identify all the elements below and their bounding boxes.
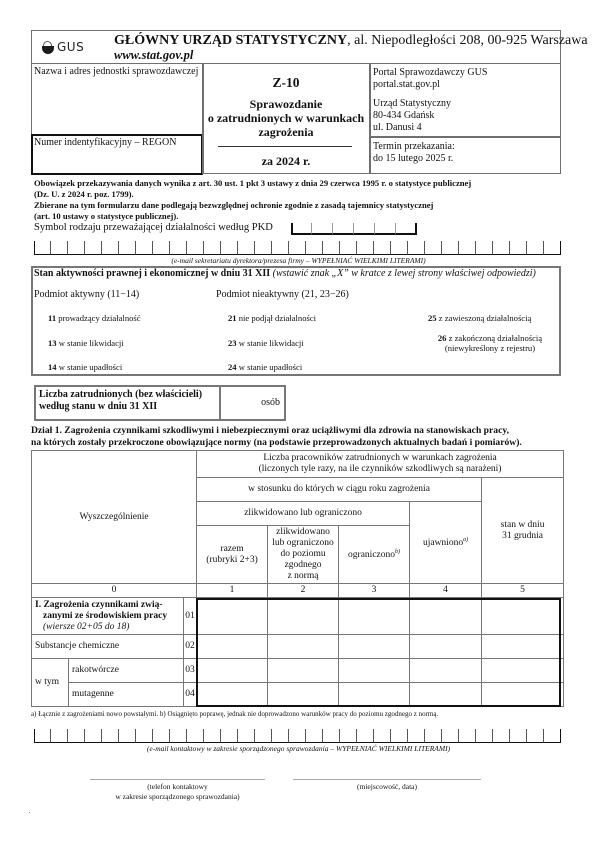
col-header-4 xyxy=(410,502,482,584)
option-26[interactable] xyxy=(420,333,560,353)
contact-email-caption: (e-mail kontaktowy w zakresie sporządzonego sprawozdania – WYPEŁNIAĆ WIELKIMI LITERAMI) xyxy=(146,744,451,753)
office-line: 80-434 Gdańsk xyxy=(373,110,435,121)
email-char-cell[interactable] xyxy=(153,729,170,743)
header-line: 31 grudnia xyxy=(502,530,543,541)
col-number-4: 4 xyxy=(410,584,482,598)
divider xyxy=(370,136,561,138)
form-title-line: Sprawozdanie xyxy=(249,97,323,111)
email-char-cell[interactable] xyxy=(323,729,340,743)
option-13[interactable] xyxy=(48,338,124,348)
col-number-0: 0 xyxy=(32,584,197,598)
legal-line: (Dz. U. z 2024 r. poz. 1799). xyxy=(34,189,134,199)
row-label: mutagenne xyxy=(69,683,184,707)
option-code: 21 xyxy=(228,313,237,323)
legal-line: Zbierane na tym formularzu dane podlegają bezwzględnej ochronie zgodnie z zasadą tajemnicy statystycznej xyxy=(34,200,434,210)
table-row xyxy=(32,598,564,635)
activity-instruction: (wstawić znak „X” w kratce z lewej strony właściwej odpowiedzi) xyxy=(270,268,536,279)
phone-caption xyxy=(90,782,265,802)
col-header-5 xyxy=(482,478,564,584)
name-address-label: Nazwa i adres jednostki sprawozdawczej xyxy=(34,66,199,77)
employees-label-line: według stanu w dniu 31 XII xyxy=(39,401,158,412)
col-number-5: 5 xyxy=(482,584,564,598)
phone-line[interactable] xyxy=(90,779,265,780)
cell-input[interactable] xyxy=(197,635,268,659)
email-char-cell[interactable] xyxy=(493,729,510,743)
option-code: 11 xyxy=(48,313,57,323)
pkd-cell[interactable] xyxy=(312,223,333,235)
director-email-input[interactable] xyxy=(34,241,561,255)
email-char-cell[interactable] xyxy=(85,729,102,743)
pkd-input[interactable] xyxy=(291,223,417,236)
header-line: lub ograniczono xyxy=(272,538,334,548)
office-info xyxy=(373,98,451,134)
option-text: prowadzący działalność xyxy=(56,313,141,323)
pkd-cell[interactable] xyxy=(396,223,417,235)
cell-input[interactable] xyxy=(410,659,482,683)
place-date-caption: (miejscowość, data) xyxy=(357,782,417,791)
section1-title xyxy=(31,425,522,449)
portal-url[interactable]: portal.stat.gov.pl xyxy=(373,79,440,90)
pkd-cell[interactable] xyxy=(333,223,354,235)
email-char-cell[interactable] xyxy=(374,729,391,743)
email-char-cell[interactable] xyxy=(289,729,306,743)
legal-notice xyxy=(34,178,471,222)
option-text: w stanie upadłości xyxy=(236,362,303,372)
email-char-cell[interactable] xyxy=(442,241,459,255)
cell-input[interactable] xyxy=(197,659,268,683)
form-title-line: zagrożenia xyxy=(258,125,314,139)
page-mark xyxy=(29,812,30,813)
deadline-info xyxy=(373,141,455,165)
form-title xyxy=(203,97,369,139)
email-char-cell[interactable] xyxy=(272,241,289,255)
office-line: Urząd Statystyczny xyxy=(373,98,452,109)
contact-email-input[interactable] xyxy=(34,729,561,743)
row-label: rakotwórcze xyxy=(69,659,184,683)
table-row xyxy=(32,683,564,707)
cell-input[interactable] xyxy=(410,635,482,659)
option-24[interactable] xyxy=(228,362,302,372)
email-char-cell[interactable] xyxy=(170,241,187,255)
email-char-cell[interactable] xyxy=(459,241,476,255)
email-char-cell[interactable] xyxy=(408,241,425,255)
cell-input[interactable] xyxy=(482,598,564,635)
header-during-year: w stosunku do których w ciągu roku zagrożenia xyxy=(197,478,482,502)
email-char-cell[interactable] xyxy=(238,241,255,255)
portal-name: Portal Sprawozdawczy GUS xyxy=(373,67,488,78)
email-char-cell[interactable] xyxy=(187,729,204,743)
email-char-cell[interactable] xyxy=(255,241,272,255)
col-number-2: 2 xyxy=(268,584,339,598)
form-code: Z-10 xyxy=(272,75,300,90)
row-label-line: zanymi ze środowiskiem pracy xyxy=(43,610,168,621)
cell-input[interactable] xyxy=(268,598,339,635)
pkd-cell[interactable] xyxy=(291,223,312,235)
email-char-cell[interactable] xyxy=(187,241,204,255)
deadline-value: do 15 lutego 2025 r. xyxy=(373,153,454,164)
portal-info xyxy=(373,67,487,91)
email-char-cell[interactable] xyxy=(119,729,136,743)
cell-input[interactable] xyxy=(410,598,482,635)
footnote-ref: a) xyxy=(463,537,469,544)
form-period: za 2024 r. xyxy=(261,154,311,168)
header-line: (rubryki 2+3) xyxy=(206,554,258,565)
gus-logo-icon xyxy=(42,41,54,54)
email-char-cell[interactable] xyxy=(306,729,323,743)
email-char-cell[interactable] xyxy=(510,241,527,255)
inactive-entity-label: Podmiot nieaktywny (21, 23−26) xyxy=(216,289,349,300)
email-char-cell[interactable] xyxy=(136,241,153,255)
option-code: 24 xyxy=(228,362,237,372)
email-char-cell[interactable] xyxy=(544,241,561,255)
email-char-cell[interactable] xyxy=(51,241,68,255)
org-website: www.stat.gov.pl xyxy=(114,48,194,62)
option-text: w stanie upadłości xyxy=(56,362,123,372)
email-char-cell[interactable] xyxy=(391,729,408,743)
option-14[interactable] xyxy=(48,362,122,372)
cell-input[interactable] xyxy=(339,659,410,683)
divider xyxy=(369,64,371,174)
pkd-label: Symbol rodzaju przeważającej działalności według PKD xyxy=(34,222,273,233)
director-email-caption: (e-mail sekretariatu dyrektora/prezesa firmy – WYPEŁNIAĆ WIELKIMI LITERAMI) xyxy=(171,256,426,265)
col-header-2 xyxy=(268,526,339,584)
header-eliminated: zlikwidowano lub ograniczono xyxy=(197,502,410,526)
email-char-cell[interactable] xyxy=(425,241,442,255)
activity-title xyxy=(34,268,536,279)
email-char-cell[interactable] xyxy=(357,729,374,743)
email-char-cell[interactable] xyxy=(119,241,136,255)
place-date-line[interactable] xyxy=(293,779,481,780)
employees-label-line: Liczba zatrudnionych (bez właścicieli) xyxy=(39,389,203,400)
option-text: w stanie likwidacji xyxy=(56,338,124,348)
logo-text: GUS xyxy=(57,40,85,54)
email-char-cell[interactable] xyxy=(527,729,544,743)
cell-input[interactable] xyxy=(410,683,482,707)
header-line: Liczba pracowników zatrudnionych w warunkach zagrożenia xyxy=(263,453,497,463)
table-footnotes: a) Łącznie z zagrożeniami nowo powstałymi. b) Osiągnięto poprawę, jednak nie doprowadzono warunków pracy do poziomu zgodnego z normą. xyxy=(31,710,439,718)
email-char-cell[interactable] xyxy=(476,241,493,255)
row-label xyxy=(32,598,184,635)
col-header-1 xyxy=(197,526,268,584)
option-11[interactable] xyxy=(48,313,141,323)
col-number-3: 3 xyxy=(339,584,410,598)
header-workers-count xyxy=(197,451,564,478)
header-line: zgodnego xyxy=(284,560,322,570)
regon-label: Numer indentyfikacyjny – REGON xyxy=(34,137,177,148)
email-char-cell[interactable] xyxy=(391,241,408,255)
email-char-cell[interactable] xyxy=(221,729,238,743)
cell-input[interactable] xyxy=(339,598,410,635)
email-char-cell[interactable] xyxy=(493,241,510,255)
option-code: 23 xyxy=(228,338,237,348)
email-char-cell[interactable] xyxy=(102,241,119,255)
cell-input[interactable] xyxy=(339,683,410,707)
email-char-cell[interactable] xyxy=(221,241,238,255)
org-address: , al. Niepodległości 208, 00-925 Warszawa xyxy=(347,33,588,48)
table-row xyxy=(32,659,564,683)
header-line: stan w dniu xyxy=(500,519,545,530)
cell-input[interactable] xyxy=(197,683,268,707)
cell-input[interactable] xyxy=(268,683,339,707)
email-char-cell[interactable] xyxy=(476,729,493,743)
email-char-cell[interactable] xyxy=(340,729,357,743)
header-line: z normą xyxy=(287,571,319,581)
cell-input[interactable] xyxy=(197,598,268,635)
row-number: 01 xyxy=(184,598,197,635)
header-line: (liczonych tyle razy, na ile czynników szkodliwych są narażeni) xyxy=(258,464,502,474)
col-header-description: Wyszczególnienie xyxy=(32,451,197,584)
caption-line: w zakresie sporządzonego sprawozdania) xyxy=(115,792,240,801)
row-number: 04 xyxy=(184,683,197,707)
row-group-label: w tym xyxy=(32,659,69,707)
email-char-cell[interactable] xyxy=(527,241,544,255)
row-number: 03 xyxy=(184,659,197,683)
option-25[interactable] xyxy=(428,313,531,323)
option-text: z zakończoną działalnością xyxy=(446,333,543,343)
option-code: 13 xyxy=(48,338,57,348)
caption-line: (telefon kontaktowy xyxy=(147,782,208,791)
email-char-cell[interactable] xyxy=(204,729,221,743)
cell-input[interactable] xyxy=(482,683,564,707)
col-header-3 xyxy=(339,526,410,584)
footnote-ref: b) xyxy=(395,549,400,556)
email-char-cell[interactable] xyxy=(340,241,357,255)
section1-title-line: Dział 1. Zagrożenia czynnikami szkodliwymi i niebezpiecznymi oraz uciążliwymi dla zdrowia na stanowiskach pracy, xyxy=(31,425,509,436)
gus-logo xyxy=(42,37,94,57)
email-char-cell[interactable] xyxy=(255,729,272,743)
row-number: 02 xyxy=(184,635,197,659)
activity-title-text: Stan aktywności prawnej i ekonomicznej w dniu 31 XII xyxy=(34,268,271,279)
option-23[interactable] xyxy=(228,338,304,348)
email-char-cell[interactable] xyxy=(289,241,306,255)
email-char-cell[interactable] xyxy=(306,241,323,255)
option-text: w stanie likwidacji xyxy=(236,338,304,348)
email-char-cell[interactable] xyxy=(85,241,102,255)
legal-line: Obowiązek przekazywania danych wynika z art. 30 ust. 1 pkt 3 ustawy z dnia 29 czerwca 1995 r. o statystyce publicznej xyxy=(34,178,472,188)
header-text: ujawniono xyxy=(422,538,464,549)
employees-unit: osób xyxy=(261,397,280,408)
pkd-cell[interactable] xyxy=(375,223,396,235)
option-note: (niewykreślony z rejestru) xyxy=(444,343,536,353)
option-code: 25 xyxy=(428,313,437,323)
option-code: 26 xyxy=(437,333,447,343)
col-number-1: 1 xyxy=(197,584,268,598)
email-char-cell[interactable] xyxy=(102,729,119,743)
email-char-cell[interactable] xyxy=(238,729,255,743)
org-title xyxy=(114,33,588,49)
email-char-cell[interactable] xyxy=(170,729,187,743)
option-text: z zawieszoną działalnością xyxy=(436,313,532,323)
email-char-cell[interactable] xyxy=(323,241,340,255)
email-char-cell[interactable] xyxy=(510,729,527,743)
cell-input[interactable] xyxy=(268,659,339,683)
email-char-cell[interactable] xyxy=(204,241,221,255)
header-line: do poziomu xyxy=(280,549,326,559)
header-text: ograniczono xyxy=(348,550,395,561)
row-label-line: I. Zagrożenia czynnikami zwią- xyxy=(35,599,163,610)
option-text: nie podjął działalności xyxy=(236,313,317,323)
header-line: razem xyxy=(220,543,244,554)
email-char-cell[interactable] xyxy=(272,729,289,743)
employees-label xyxy=(39,389,202,413)
office-line: ul. Danusi 4 xyxy=(373,122,422,133)
active-entity-label: Podmiot aktywny (11−14) xyxy=(34,289,140,300)
org-name: GŁÓWNY URZĄD STATYSTYCZNY xyxy=(114,33,348,48)
deadline-label: Termin przekazania: xyxy=(373,141,455,152)
cell-input[interactable] xyxy=(268,635,339,659)
option-code: 14 xyxy=(48,362,57,372)
email-char-cell[interactable] xyxy=(136,729,153,743)
email-char-cell[interactable] xyxy=(374,241,391,255)
email-char-cell[interactable] xyxy=(357,241,374,255)
email-char-cell[interactable] xyxy=(51,729,68,743)
cell-input[interactable] xyxy=(482,659,564,683)
section1-title-line: na których zostały przekroczone obowiązujące normy (na podstawie przeprowadzonych aktualnych badań i pomiarów). xyxy=(31,437,522,448)
row-label-note: (wiersze 02+05 do 18) xyxy=(43,621,130,632)
email-char-cell[interactable] xyxy=(442,729,459,743)
email-char-cell[interactable] xyxy=(408,729,425,743)
row-label: Substancje chemiczne xyxy=(32,635,184,659)
email-char-cell[interactable] xyxy=(34,729,51,743)
cell-input[interactable] xyxy=(482,635,564,659)
email-char-cell[interactable] xyxy=(68,729,85,743)
email-char-cell[interactable] xyxy=(34,241,51,255)
pkd-cell[interactable] xyxy=(354,223,375,235)
email-char-cell[interactable] xyxy=(459,729,476,743)
legal-line: (art. 10 ustawy o statystyce publicznej). xyxy=(34,211,179,221)
email-char-cell[interactable] xyxy=(425,729,442,743)
hazards-table xyxy=(31,450,564,707)
option-21[interactable] xyxy=(228,313,316,323)
cell-input[interactable] xyxy=(339,635,410,659)
divider xyxy=(218,146,352,147)
header-line: zlikwidowano xyxy=(276,527,330,537)
table-row xyxy=(32,635,564,659)
email-char-cell[interactable] xyxy=(153,241,170,255)
email-char-cell[interactable] xyxy=(544,729,561,743)
email-char-cell[interactable] xyxy=(68,241,85,255)
form-title-line: o zatrudnionych w warunkach xyxy=(207,111,365,125)
